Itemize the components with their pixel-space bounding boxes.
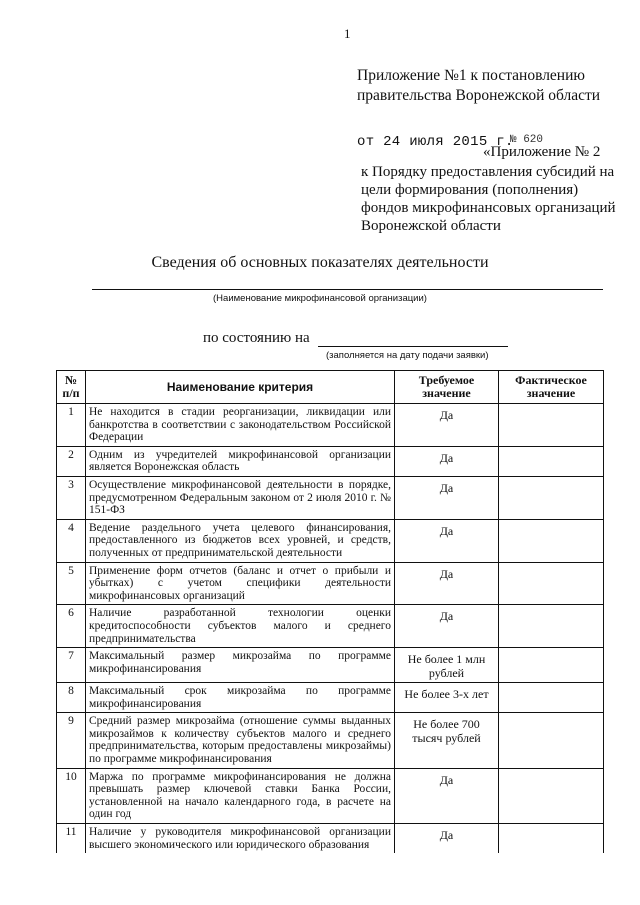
criterion-name: Наличие разработанной технологии оценки кредитоспособности субъектов малого и среднего предпринимательства (86, 605, 395, 648)
actual-value (499, 683, 604, 713)
row-number: 8 (57, 683, 86, 713)
table-row (57, 683, 604, 713)
actual-value (499, 713, 604, 768)
actual-value (499, 404, 604, 447)
table-row (57, 562, 604, 605)
required-value: Да (395, 824, 499, 854)
table-row (57, 605, 604, 648)
criterion-name: Наличие у руководителя микрофинансовой организации высшего экономического или юридического образования (86, 824, 395, 854)
appendix-2-body: к Порядку предоставления субсидий на цели формирования (пополнения) фондов микрофинансовых организаций Воронежской области (361, 164, 616, 234)
appendix-header (357, 66, 600, 106)
row-number: 1 (57, 404, 86, 447)
row-number: 7 (57, 648, 86, 683)
row-number: 5 (57, 562, 86, 605)
criterion-name: Одним из учредителей микрофинансовой организации является Воронежская область (86, 446, 395, 476)
criterion-name: Применение форм отчетов (баланс и отчет о прибыли и убытках) с учетом специфики деятельности микрофинансовых организаций (86, 562, 395, 605)
criterion-name: Максимальный срок микрозайма по программе микрофинансирования (86, 683, 395, 713)
required-value: Не более 1 млн рублей (395, 648, 499, 683)
actual-value (499, 648, 604, 683)
header-num: № п/п (57, 371, 86, 404)
table-row (57, 446, 604, 476)
row-number: 6 (57, 605, 86, 648)
table-row (57, 404, 604, 447)
criteria-table (56, 370, 604, 853)
actual-value (499, 605, 604, 648)
organization-name-line (92, 289, 603, 290)
table-row (57, 476, 604, 519)
required-value: Да (395, 446, 499, 476)
status-date-label: по состоянию на (203, 330, 310, 346)
criterion-name: Не находится в стадии реорганизации, ликвидации или банкротства в соответствии с законодательством Российской Федерации (86, 404, 395, 447)
required-value: Не более 3-х лет (395, 683, 499, 713)
required-value: Да (395, 404, 499, 447)
table-row (57, 824, 604, 854)
required-value: Да (395, 562, 499, 605)
table-row (57, 713, 604, 768)
actual-value (499, 768, 604, 823)
appendix-2-title: «Приложение № 2 (483, 144, 601, 160)
row-number: 4 (57, 519, 86, 562)
row-number: 3 (57, 476, 86, 519)
header-actual: Фактическое значение (499, 371, 604, 404)
required-value: Да (395, 519, 499, 562)
required-value: Да (395, 768, 499, 823)
actual-value (499, 824, 604, 854)
row-number: 10 (57, 768, 86, 823)
criterion-name: Максимальный размер микрозайма по программе микрофинансирования (86, 648, 395, 683)
row-number: 2 (57, 446, 86, 476)
required-value: Да (395, 605, 499, 648)
header-criterion: Наименование критерия (86, 371, 395, 404)
table-row (57, 648, 604, 683)
decree-date: от 24 июля 2015 г. (357, 134, 514, 150)
page-number: 1 (344, 26, 351, 41)
required-value: Не более 700 тысяч рублей (395, 713, 499, 768)
table-header-row (57, 371, 604, 404)
table-row (57, 768, 604, 823)
appendix-line-1: Приложение №1 к постановлению (357, 67, 585, 84)
decree-number: № 620 (510, 134, 544, 146)
actual-value (499, 519, 604, 562)
row-number: 11 (57, 824, 86, 854)
criterion-name: Ведение раздельного учета целевого финансирования, предоставленного из бюджетов всех уровней, и средств, полученных от предпринимательской деятельности (86, 519, 395, 562)
criterion-name: Средний размер микрозайма (отношение суммы выданных микрозаймов к количеству субъектов малого и среднего предпринимательства, которым предоставлены микрозаймы) по программе микрофинансирования (86, 713, 395, 768)
actual-value (499, 446, 604, 476)
document-title: Сведения об основных показателях деятельности (151, 254, 489, 271)
actual-value (499, 562, 604, 605)
required-value: Да (395, 476, 499, 519)
row-number: 9 (57, 713, 86, 768)
status-date-caption: (заполняется на дату подачи заявки) (326, 350, 489, 361)
table-row (57, 519, 604, 562)
status-date-line (318, 346, 508, 347)
appendix-line-2: правительства Воронежской области (357, 87, 601, 104)
header-required: Требуемое значение (395, 371, 499, 404)
criterion-name: Маржа по программе микрофинансирования не должна превышать размер ключевой ставки Банка России, установленной на начало календарного года, в расчете на один год (86, 768, 395, 823)
actual-value (499, 476, 604, 519)
organization-name-caption: (Наименование микрофинансовой организации) (213, 293, 427, 304)
criterion-name: Осуществление микрофинансовой деятельности в порядке, предусмотренном Федеральным законом от 2 июля 2010 г. № 151-ФЗ (86, 476, 395, 519)
